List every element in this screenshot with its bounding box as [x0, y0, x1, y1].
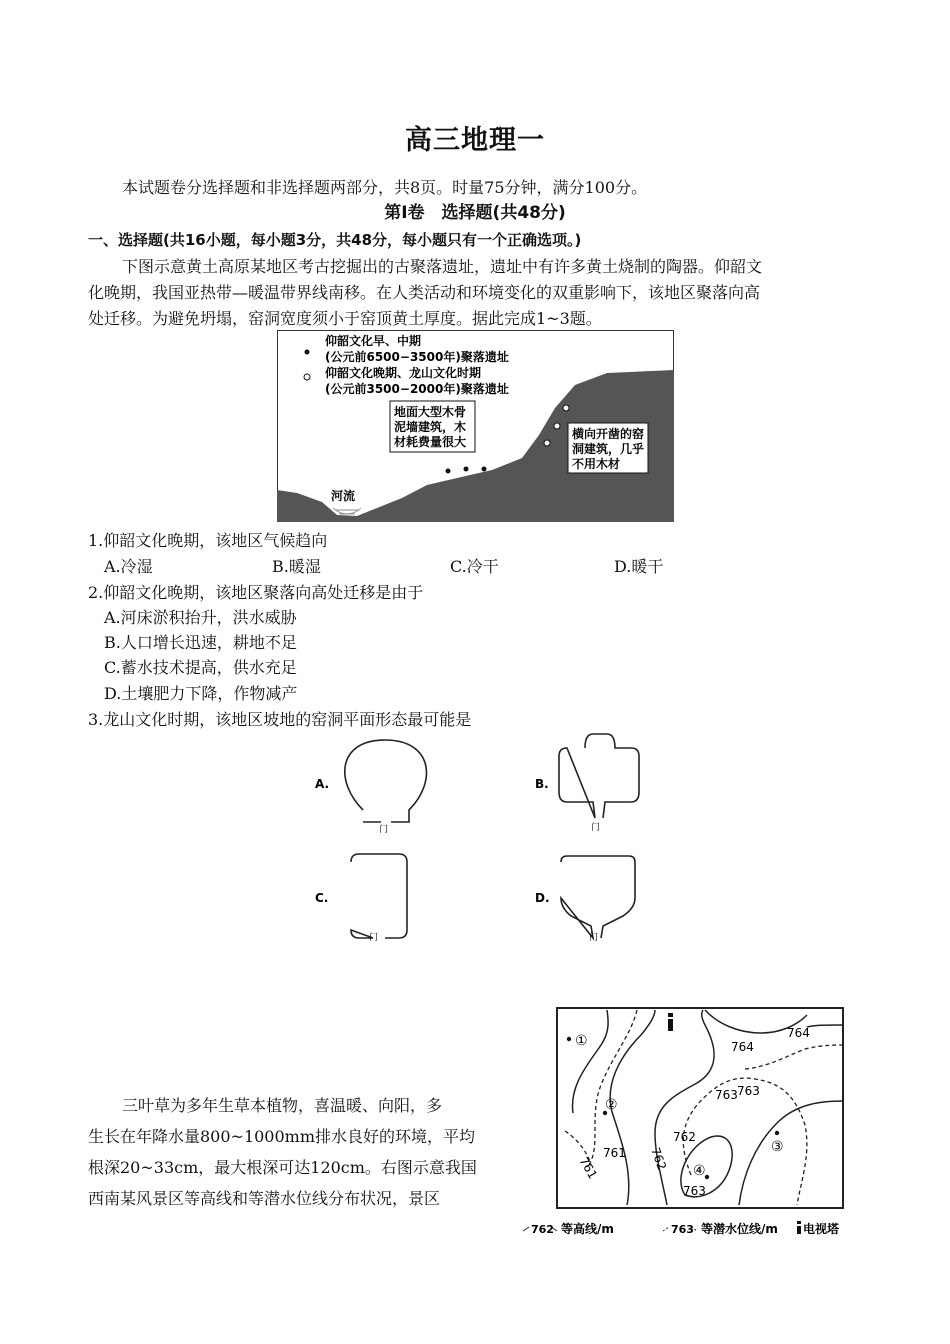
contour-map-figure — [505, 1005, 850, 1245]
map-point-4: ④ — [693, 1163, 706, 1179]
passage-1 — [88, 254, 868, 332]
option-c-label: C. — [315, 891, 329, 905]
map-point-3: ③ — [771, 1139, 784, 1155]
section-heading: 第Ⅰ卷 选择题(共48分) — [384, 203, 566, 223]
callout-line: 材耗费量很大 — [394, 435, 467, 449]
callout-line: 洞建筑，几乎 — [572, 442, 645, 456]
passage-1-line: 处迁移。为避免坍塌，窑洞宽度须小于窑顶黄土厚度。据此完成1~3题。 — [88, 309, 602, 328]
map-point-1: ① — [575, 1033, 588, 1049]
exam-intro: 本试题卷分选择题和非选择题两部分，共8页。时量75分钟，满分100分。 — [122, 178, 648, 197]
question-2-option-d: D.土壤肥力下降，作物减产 — [104, 684, 298, 703]
question-1-option-d: D.暖干 — [614, 557, 664, 576]
tv-tower-icon — [668, 1013, 673, 1031]
contour-label: 764 — [731, 1040, 754, 1054]
callout-line: 地面大型木骨 — [394, 405, 467, 419]
map-point-2: ② — [605, 1097, 618, 1113]
cave-shape-b — [535, 734, 639, 833]
question-2-option-b: B.人口增长迅速，耕地不足 — [104, 633, 297, 652]
contour-label: 762 — [648, 1145, 670, 1172]
option-a-label: A. — [315, 777, 330, 791]
door-label: 门 — [369, 933, 379, 943]
cave-shape-d — [535, 856, 635, 943]
contour-label: 763 — [683, 1184, 706, 1198]
passage-2-line: 生长在年降水量800~1000mm排水良好的环境，平均 — [88, 1127, 476, 1146]
question-2-stem: 2.仰韶文化晚期，该地区聚落向高处迁移是由于 — [88, 583, 424, 602]
question-1-option-b: B.暖湿 — [272, 557, 321, 576]
contour-label: 763 — [737, 1084, 760, 1098]
callout-line: 泥墙建筑，木 — [394, 420, 467, 434]
part-heading: 一、选择题(共16小题，每小题3分，共48分，每小题只有一个正确选项。) — [88, 231, 582, 249]
question-3-stem: 3.龙山文化时期，该地区坡地的窑洞平面形态最可能是 — [88, 710, 472, 729]
map-legend — [523, 1221, 840, 1236]
passage-2-line: 根深20~33cm，最大根深可达120cm。右图示意我国 — [88, 1158, 477, 1177]
settlement-marker — [554, 423, 560, 429]
legend-early-period: (公元前6500−3500年)聚落遗址 — [325, 350, 509, 364]
legend-early-label: 仰韶文化早、中期 — [325, 334, 422, 348]
legend-contour-number: 762 — [531, 1223, 554, 1236]
settlement-cross-section-figure — [277, 330, 674, 522]
contour-label: 762 — [673, 1130, 696, 1144]
settlement-marker — [544, 440, 550, 446]
early-settlement-legend-marker — [305, 350, 310, 355]
question-1-option-a: A.冷湿 — [104, 557, 153, 576]
door-label: 门 — [591, 823, 601, 833]
legend-contour-label: 等高线/m — [561, 1222, 614, 1236]
late-settlement-legend-marker — [304, 374, 310, 380]
legend-water-number: 763 — [671, 1223, 694, 1236]
settlement-marker — [464, 467, 469, 472]
door-label: 门 — [379, 825, 389, 835]
legend-tower-label: 电视塔 — [803, 1222, 840, 1236]
river-label: 河流 — [331, 489, 356, 503]
contour-label: 763 — [715, 1088, 738, 1102]
legend-late-period: (公元前3500−2000年)聚落遗址 — [325, 382, 509, 396]
settlement-marker — [563, 405, 569, 411]
legend-water-label: 等潜水位线/m — [701, 1222, 778, 1236]
option-d-label: D. — [535, 891, 550, 905]
door-label: 门 — [589, 933, 599, 943]
question-1-option-c: C.冷干 — [450, 557, 499, 576]
contour-label: 761 — [576, 1154, 600, 1182]
cave-shape-a — [315, 740, 426, 835]
passage-2 — [88, 1090, 508, 1214]
legend-tower-icon — [797, 1221, 801, 1224]
legend-late-label: 仰韶文化晚期、龙山文化时期 — [325, 366, 482, 380]
cave-plan-options — [305, 732, 645, 947]
question-2-option-a: A.河床淤积抬升，洪水威胁 — [104, 608, 297, 627]
passage-2-line: 三叶草为多年生草本植物，喜温暖、向阳，多 — [122, 1096, 443, 1115]
callout-line: 横向开凿的窑 — [572, 427, 645, 441]
contour-label: 764 — [787, 1026, 810, 1040]
settlement-marker — [446, 469, 451, 474]
passage-2-line: 西南某风景区等高线和等潜水位线分布状况，景区 — [88, 1189, 441, 1208]
callout-line: 不用木材 — [572, 457, 621, 471]
settlement-marker — [482, 467, 487, 472]
passage-1-line: 化晚期，我国亚热带—暖温带界线南移。在人类活动和环境变化的双重影响下，该地区聚落向高 — [88, 283, 761, 302]
question-1-stem: 1.仰韶文化晚期，该地区气候趋向 — [88, 531, 328, 550]
page-title: 高三地理一 — [405, 125, 545, 156]
question-2-option-c: C.蓄水技术提高，供水充足 — [104, 658, 297, 677]
passage-1-line: 下图示意黄土高原某地区考古挖掘出的古聚落遗址，遗址中有许多黄土烧制的陶器。仰韶文 — [122, 257, 763, 276]
option-b-label: B. — [535, 777, 549, 791]
contour-label: 761 — [603, 1146, 626, 1160]
cave-shape-c — [315, 854, 407, 943]
